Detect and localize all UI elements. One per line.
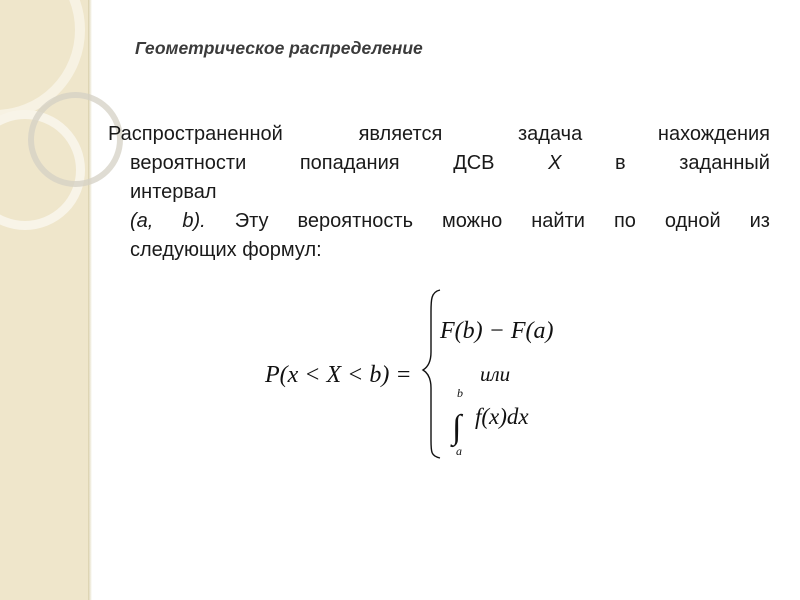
integral-lower-limit: a — [456, 444, 462, 458]
variable-x: X — [548, 152, 562, 174]
integral-upper-limit: b — [457, 386, 463, 400]
paragraph-line: Распространенной является задача нахождения — [108, 123, 770, 145]
slide-title: Геометрическое распределение — [135, 38, 423, 58]
integral-integrand: f(x)dx — [475, 404, 529, 429]
interval-notation: (a, b). — [130, 210, 206, 232]
paragraph-line: интервал — [130, 181, 217, 203]
formula-lhs: P(x < X < b) = — [265, 362, 412, 388]
integral-sign: ∫ — [452, 409, 462, 446]
paragraph-text: Эту вероятность можно найти по одной из — [205, 210, 770, 232]
paragraph-line: следующих формул: — [130, 239, 322, 261]
paragraph-text: вероятности попадания ДСВ — [130, 152, 549, 174]
formula-option-1: F(b) − F(a) — [440, 318, 554, 344]
formula-separator: или — [480, 362, 511, 386]
left-brace — [423, 290, 440, 458]
paragraph-text: в заданный — [561, 152, 770, 174]
